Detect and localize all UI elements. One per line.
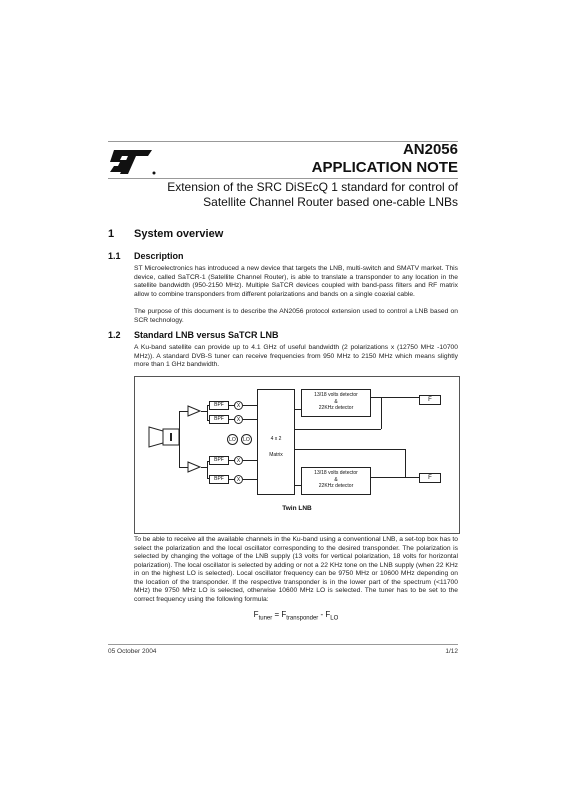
detector-label-line-3: 22KHz detector <box>318 405 354 411</box>
section-1-1-number: 1.1 <box>108 251 121 261</box>
footer-page-number: 1/12 <box>445 648 458 655</box>
mixer-icon: X <box>234 401 243 410</box>
formula-sub-tuner: tuner <box>258 615 273 622</box>
detector-label-line-1: 13/18 volts detector <box>314 470 358 476</box>
section-1-2-number: 1.2 <box>108 330 121 340</box>
description-paragraph-2: The purpose of this document is to describe the AN2056 protocol extension used to control a LNB based on SCR technology. <box>134 308 458 324</box>
bpf-block: BPF <box>209 475 229 484</box>
subtitle-line-2: Satellite Channel Router based one-cable LNBs <box>203 195 458 209</box>
formula-minus: - F <box>318 610 331 619</box>
horn-antenna-icon <box>147 423 181 451</box>
bpf-block: BPF <box>209 456 229 465</box>
description-paragraph-1: ST Microelectronics has introduced a new device that targets the LNB, multi-switch and SMATV market. This device, called SaTCR-1 (Satellite Channel Router), is able to translate a transponder to any location in the satellite bandwidth (950-2150 MHz). Multiple SaTCR devices coupled with band-pass filters and RF matrix allow to combine transponders from different polarizations and bands on a single coaxial cable. <box>134 265 458 298</box>
local-oscillator-icon: LO <box>227 434 238 445</box>
mixer-icon: X <box>234 456 243 465</box>
section-1-2-title: Standard LNB versus SaTCR LNB <box>134 330 279 340</box>
mixer-icon: X <box>234 415 243 424</box>
amplifier-icon <box>187 461 201 473</box>
title-rule <box>108 178 458 179</box>
section-1-1-title: Description <box>134 251 184 261</box>
lnb-paragraph-1: A Ku-band satellite can provide up to 4.1 GHz of useful bandwidth (2 polarizations x (12750 MHz -10700 MHz)). A standard DVB-S tuner can receive frequencies from 950 MHz to 2150 MHz which means slightly more than 1 GHz bandwidth. <box>134 344 458 368</box>
bpf-block: BPF <box>209 401 229 410</box>
figure-caption: Twin LNB <box>282 505 312 512</box>
detector-label-line-3: 22KHz detector <box>318 483 354 489</box>
footer-date: 05 October 2004 <box>108 648 157 655</box>
formula-eq: = F <box>272 610 287 619</box>
tuner-frequency-formula <box>134 610 458 622</box>
matrix-block <box>257 389 295 495</box>
bpf-block: BPF <box>209 415 229 424</box>
doc-number: AN2056 <box>402 141 458 158</box>
formula-f: F <box>253 610 259 619</box>
twin-lnb-figure <box>134 376 460 534</box>
detector-label-line-2: & <box>334 398 338 405</box>
matrix-label-line-2: Matrix <box>269 452 283 458</box>
doc-subtitle <box>128 180 458 210</box>
mixer-icon: X <box>234 475 243 484</box>
section-1-title: System overview <box>134 228 224 240</box>
formula-sub-transponder: transponder <box>286 615 319 622</box>
subtitle-line-1: Extension of the SRC DiSEcQ 1 standard for control of <box>167 180 458 194</box>
st-logo <box>108 146 156 176</box>
local-oscillator-icon: LO <box>241 434 252 445</box>
section-1-number: 1 <box>108 228 115 240</box>
output-connector: F <box>419 473 441 483</box>
detector-label-line-1: 13/18 volts detector <box>314 392 358 398</box>
amplifier-icon <box>187 405 201 417</box>
doc-type: APPLICATION NOTE <box>311 159 458 176</box>
output-connector: F <box>419 395 441 405</box>
detector-block <box>301 389 371 417</box>
matrix-label-line-1: 4 x 2 <box>270 436 282 442</box>
detector-label-line-2: & <box>334 476 338 483</box>
lnb-paragraph-2: To be able to receive all the available channels in the Ku-band using a conventional LNB, a set-top box has to select the polarization and the local oscillator corresponding to the desired transponder. The polarization is selected by changing the voltage of the LNB supply (13 volts for vertical polarization, 18 volts for horizontal polarization). The local oscillator is selected by adding or not a 22 KHz tone on the LNB supply (when 22 KHz in on the highest LO is selected). Local oscillator frequency can be 9750 MHz or 10600 MHz depending on the location of the transponder. If the respective transponder is in the lower part of the spectrum (<11700 MHz) the 9750 MHz LO is selected, otherwise 10600 MHz LO is selected. The tuner has to be set to the correct frequency using the following formula: <box>134 536 458 603</box>
detector-block <box>301 467 371 495</box>
formula-sub-lo: LO <box>330 615 339 622</box>
footer-rule <box>108 644 458 645</box>
